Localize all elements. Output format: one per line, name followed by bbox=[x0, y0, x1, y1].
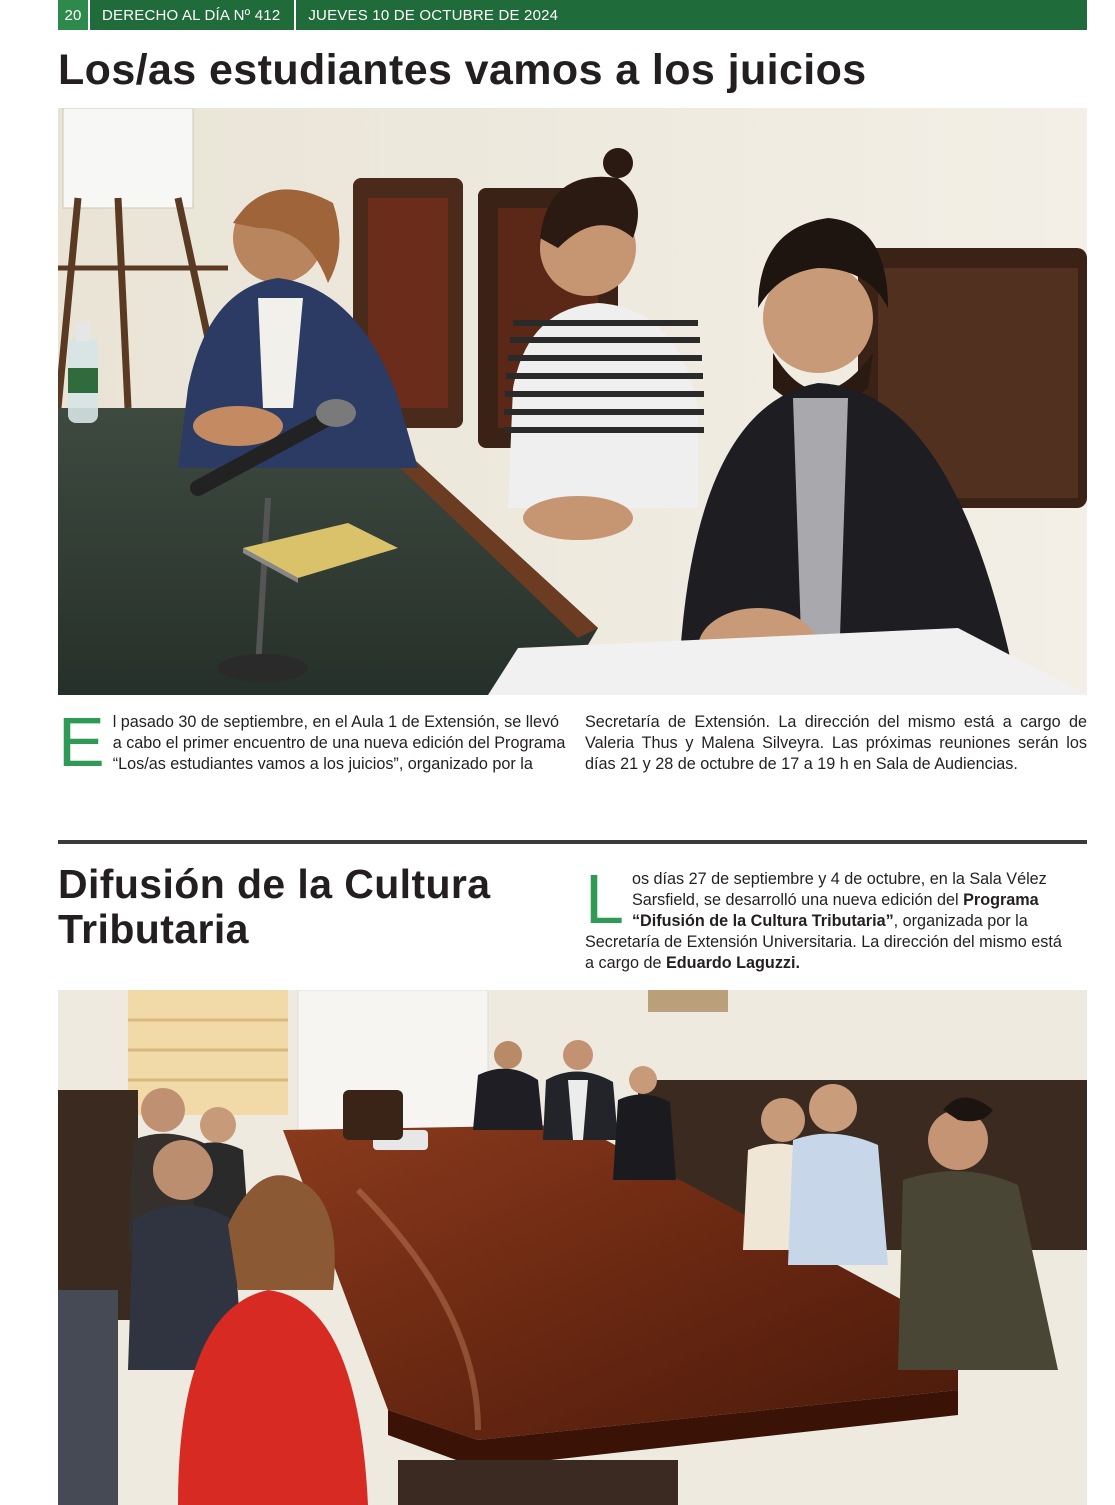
director-name: Eduardo Laguzzi. bbox=[666, 954, 800, 972]
article-title: Difusión de la Cultura Tributaria bbox=[58, 861, 491, 952]
article-photo-panel bbox=[58, 108, 1087, 695]
publication-name: DERECHO AL DÍA Nº 412 bbox=[102, 6, 281, 24]
page-number: 20 bbox=[58, 0, 88, 30]
article-body-column bbox=[58, 703, 566, 781]
photo-meeting-table bbox=[58, 990, 1087, 1505]
article-text: Secretaría de Extensión. La dirección del mismo está a cargo de Valeria Thus y Malena Silveyra. Las próximas reuniones serán los días 21 y 28 de octubre de 17 a 19 h en Sala de Audiencias. bbox=[585, 713, 1087, 773]
article-text: l pasado 30 de septiembre, en el Aula 1 de Extensión, se llevó a cabo el primer encuentro de una nueva edición del Programa “Los/as estudiantes vamos a los juicios”, organizado por la bbox=[112, 713, 566, 773]
article-body-column bbox=[585, 712, 1087, 775]
article-title: Los/as estudiantes vamos a los juicios bbox=[58, 46, 867, 94]
page-header bbox=[58, 0, 1087, 30]
section-divider bbox=[58, 840, 1087, 844]
drop-cap: E bbox=[58, 703, 105, 781]
photo-panel-three-speakers bbox=[58, 108, 1087, 695]
issue-date: JUEVES 10 DE OCTUBRE DE 2024 bbox=[308, 6, 559, 24]
drop-cap: L bbox=[585, 860, 624, 938]
article-body-column bbox=[585, 860, 1075, 974]
article-text: os días 27 de septiembre y 4 de octubre, en la Sala Vélez Sarsfield, se desarrolló una nueva edición del bbox=[631, 870, 1047, 909]
article-photo-meeting bbox=[58, 990, 1087, 1505]
program-name: Programa “Difusión de la Cultura Tributaria” bbox=[631, 891, 1039, 930]
article-text: , organizada por la Secretaría de Extensión Universitaria. La dirección del mismo está a cargo de bbox=[585, 912, 1062, 972]
